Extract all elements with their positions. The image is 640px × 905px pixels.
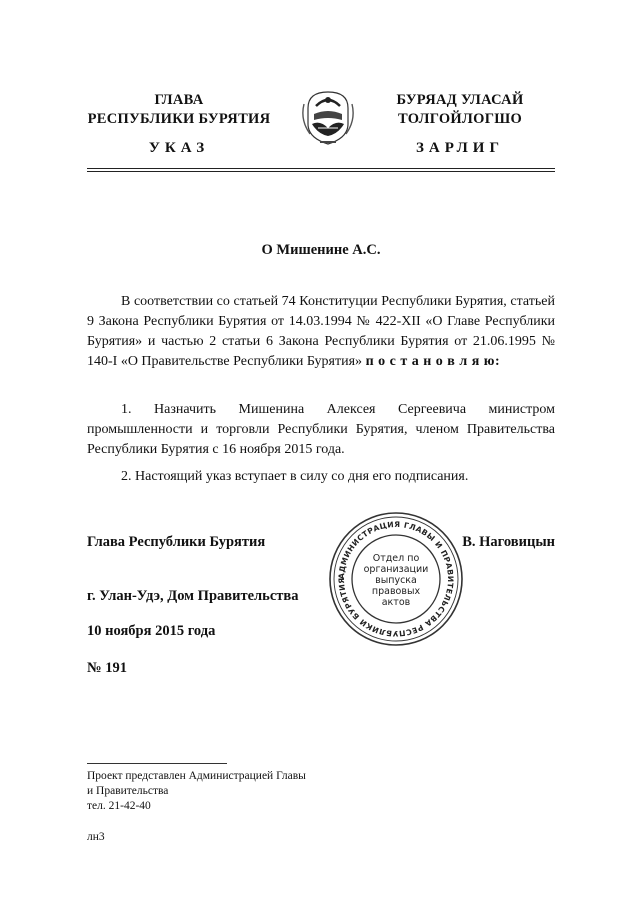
- header-right-line2: ТОЛГОЙЛОГШО: [397, 111, 523, 127]
- decree-date: 10 ноября 2015 года: [87, 623, 216, 639]
- header-left-line1: ГЛАВА: [154, 92, 204, 108]
- footer-note: [87, 769, 306, 814]
- footer-line-1: Проект представлен Администрацией Главы: [87, 770, 306, 782]
- stamp-seal-icon: [326, 509, 466, 649]
- header-right: [360, 91, 560, 129]
- header-divider-bottom: [87, 171, 555, 172]
- header-left: [80, 91, 278, 129]
- stamp-ring-text: АДМИНИСТРАЦИЯ ГЛАВЫ И ПРАВИТЕЛЬСТВА РЕСПУБЛИКИ БУРЯТИЯ: [336, 519, 456, 639]
- place-of-signing: г. Улан-Удэ, Дом Правительства: [87, 588, 299, 604]
- doc-type-left: УКАЗ: [148, 140, 210, 156]
- header-divider-top: [87, 168, 555, 169]
- official-stamp: [326, 509, 466, 649]
- footer-divider: [87, 763, 227, 764]
- stamp-center-line-1: Отдел по: [372, 553, 420, 564]
- coat-of-arms-icon: [296, 84, 360, 150]
- decree-item-2: 2. Настоящий указ вступает в силу со дня его подписания.: [121, 469, 469, 484]
- coat-of-arms-emblem: [296, 84, 360, 150]
- document-title: О Мишенине А.С.: [261, 242, 381, 258]
- signature-name: В. Наговицын: [462, 534, 555, 550]
- footer-line-3: тел. 21-42-40: [87, 800, 151, 812]
- preamble-text: В соответствии со статьей 74 Конституции Республики Бурятия, статьей 9 Закона Республики Бурятия от 14.03.1994 № 422-XII «О Главе Республики Бурятия» и частью 2 статьи 6 Закона Республики Бурятия от 21.06.1995 № 140-I «О Правительстве Республики Бурятия»: [87, 294, 555, 369]
- preamble-decree: п о с т а н о в л я ю:: [365, 354, 501, 369]
- footer-code: лн3: [87, 831, 105, 843]
- stamp-center-line-3: выпуска: [375, 575, 417, 586]
- signature-position: Глава Республики Бурятия: [87, 534, 266, 550]
- footer-line-2: и Правительства: [87, 785, 169, 797]
- decree-item-1: 1. Назначить Мишенина Алексея Сергеевича министром промышленности и торговли Республики Бурятия, членом Правительства Республики Бурятия с 16 ноября 2015 года.: [87, 402, 555, 457]
- doc-type-right: ЗАРЛИГ: [415, 140, 505, 156]
- preamble-paragraph: [87, 292, 555, 372]
- header-left-line2: РЕСПУБЛИКИ БУРЯТИЯ: [87, 111, 271, 127]
- header-right-line1: БУРЯАД УЛАСАЙ: [396, 92, 524, 108]
- stamp-center-line-2: организации: [363, 564, 429, 575]
- decree-number: № 191: [87, 660, 127, 676]
- stamp-center-line-4: правовых: [371, 586, 421, 597]
- stamp-center-line-5: актов: [381, 597, 411, 608]
